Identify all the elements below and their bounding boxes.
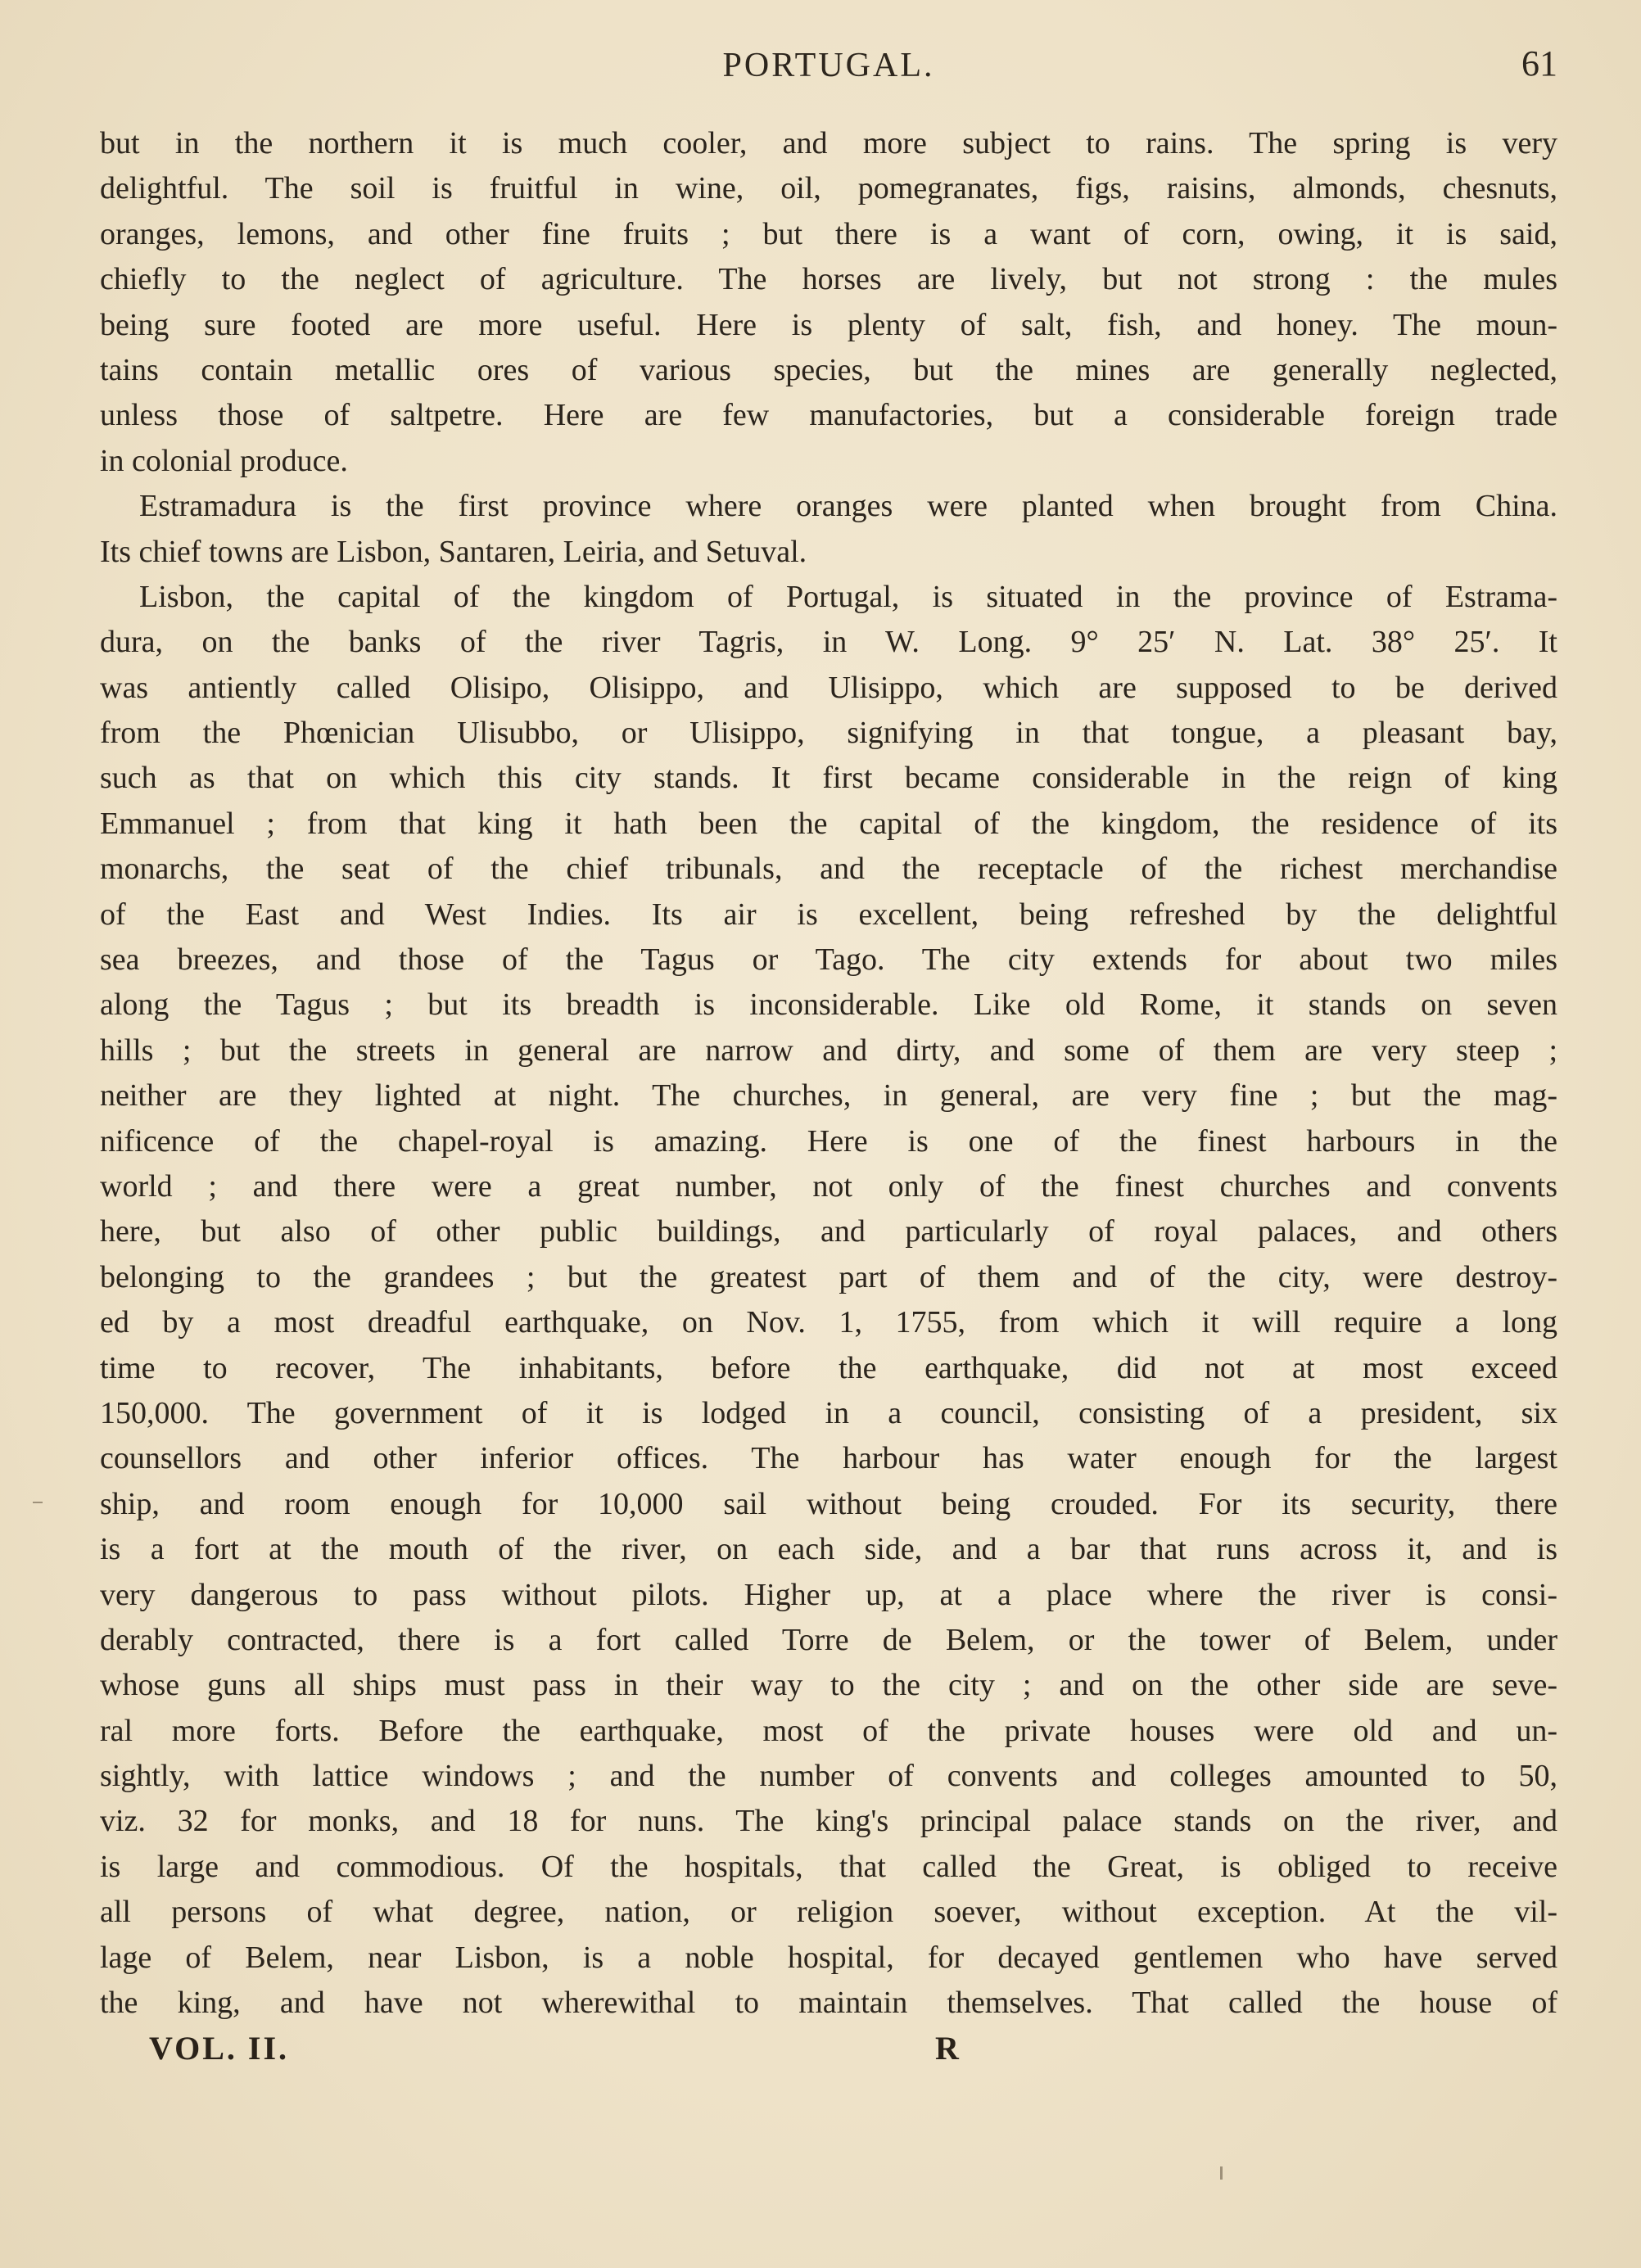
ink-speck: [1220, 2166, 1223, 2180]
volume-mark: VOL. II.: [149, 2030, 290, 2067]
text-line: dura, on the banks of the river Tagris, in W. Long. 9° 25′ N. Lat. 38° 25′. It: [100, 625, 1557, 660]
text-line: ral more forts. Before the earthquake, most of the private houses were old and un-: [100, 1713, 1557, 1748]
text-line: oranges, lemons, and other fine fruits ; but there is a want of corn, owing, it is said,: [100, 216, 1557, 251]
text-line: lage of Belem, near Lisbon, is a noble hospital, for decayed gentlemen who have served: [100, 1940, 1557, 1975]
text-line: belonging to the grandees ; but the greatest part of them and of the city, were destroy-: [100, 1259, 1557, 1294]
text-line: unless those of saltpetre. Here are few manufactories, but a considerable foreign trade: [100, 398, 1557, 433]
body-text: [100, 121, 1557, 2026]
text-line: here, but also of other public buildings, and particularly of royal palaces, and others: [100, 1214, 1557, 1249]
text-line: Estramadura is the first province where oranges were planted when brought from China.: [139, 489, 1557, 524]
text-line: 150,000. The government of it is lodged in a council, consisting of a president, six: [100, 1395, 1557, 1430]
text-line: time to recover, The inhabitants, before the earthquake, did not at most exceed: [100, 1350, 1557, 1385]
page-number: 61: [1521, 43, 1557, 84]
page-header: [100, 39, 1557, 97]
text-line: is large and commodious. Of the hospitals, that called the Great, is obliged to receive: [100, 1849, 1557, 1884]
page-footer: [149, 2029, 1132, 2078]
text-line: counsellors and other inferior offices. The harbour has water enough for the largest: [100, 1441, 1557, 1476]
text-line: is a fort at the mouth of the river, on each side, and a bar that runs across it, and is: [100, 1532, 1557, 1567]
text-line: in colonial produce.: [100, 443, 348, 478]
text-line: but in the northern it is much cooler, and more subject to rains. The spring is very: [100, 126, 1557, 160]
text-line: was antiently called Olisipo, Olisippo, and Ulisippo, which are supposed to be derived: [100, 670, 1557, 705]
text-line: hills ; but the streets in general are narrow and dirty, and some of them are very steep ;: [100, 1032, 1557, 1068]
text-line: sea breezes, and those of the Tagus or Tago. The city extends for about two miles: [100, 942, 1557, 978]
text-line: very dangerous to pass without pilots. Higher up, at a place where the river is consi-: [100, 1577, 1557, 1612]
text-line: world ; and there were a great number, not only of the finest churches and convents: [100, 1168, 1557, 1204]
text-line: being sure footed are more useful. Here is plenty of salt, fish, and honey. The moun-: [100, 307, 1557, 342]
text-line: Emmanuel ; from that king it hath been the capital of the kingdom, the residence of its: [100, 806, 1557, 841]
ink-speck: [33, 1502, 43, 1503]
text-line: of the East and West Indies. Its air is excellent, being refreshed by the delightful: [100, 897, 1557, 932]
text-line: monarchs, the seat of the chief tribunals, and the receptacle of the richest merchandise: [100, 852, 1557, 887]
text-line: ship, and room enough for 10,000 sail without being crouded. For its security, there: [100, 1486, 1557, 1521]
text-line: nificence of the chapel-royal is amazing. Here is one of the finest harbours in the: [100, 1123, 1557, 1159]
text-line: along the Tagus ; but its breadth is inconsiderable. Like old Rome, it stands on seven: [100, 987, 1557, 1023]
text-line: ed by a most dreadful earthquake, on Nov. 1, 1755, from which it will require a long: [100, 1305, 1557, 1340]
text-line: all persons of what degree, nation, or religion soever, without exception. At the vil-: [100, 1895, 1557, 1930]
text-line: Lisbon, the capital of the kingdom of Portugal, is situated in the province of Estrama-: [139, 579, 1557, 614]
text-line: tains contain metallic ores of various species, but the mines are generally neglected,: [100, 352, 1557, 387]
text-line: such as that on which this city stands. It first became considerable in the reign of king: [100, 761, 1557, 796]
text-line: viz. 32 for monks, and 18 for nuns. The king's principal palace stands on the river, and: [100, 1804, 1557, 1839]
text-line: the king, and have not wherewithal to maintain themselves. That called the house of: [100, 1986, 1557, 2021]
text-line: sightly, with lattice windows ; and the number of convents and colleges amounted to 50,: [100, 1759, 1557, 1794]
text-line: chiefly to the neglect of agriculture. The horses are lively, but not strong : the mules: [100, 262, 1557, 297]
text-line: neither are they lighted at night. The churches, in general, are very fine ; but the mag-: [100, 1078, 1557, 1114]
text-line: Its chief towns are Lisbon, Santaren, Leiria, and Setuval.: [100, 534, 807, 569]
text-line: derably contracted, there is a fort called Torre de Belem, or the tower of Belem, under: [100, 1622, 1557, 1657]
running-title: PORTUGAL.: [722, 47, 935, 84]
text-line: from the Phœnician Ulisubbo, or Ulisippo, signifying in that tongue, a pleasant bay,: [100, 716, 1557, 751]
signature-mark: R: [935, 2030, 959, 2067]
text-line: whose guns all ships must pass in their way to the city ; and on the other side are seve-: [100, 1668, 1557, 1703]
text-line: delightful. The soil is fruitful in wine, oil, pomegranates, figs, raisins, almonds, chesnuts,: [100, 171, 1557, 206]
